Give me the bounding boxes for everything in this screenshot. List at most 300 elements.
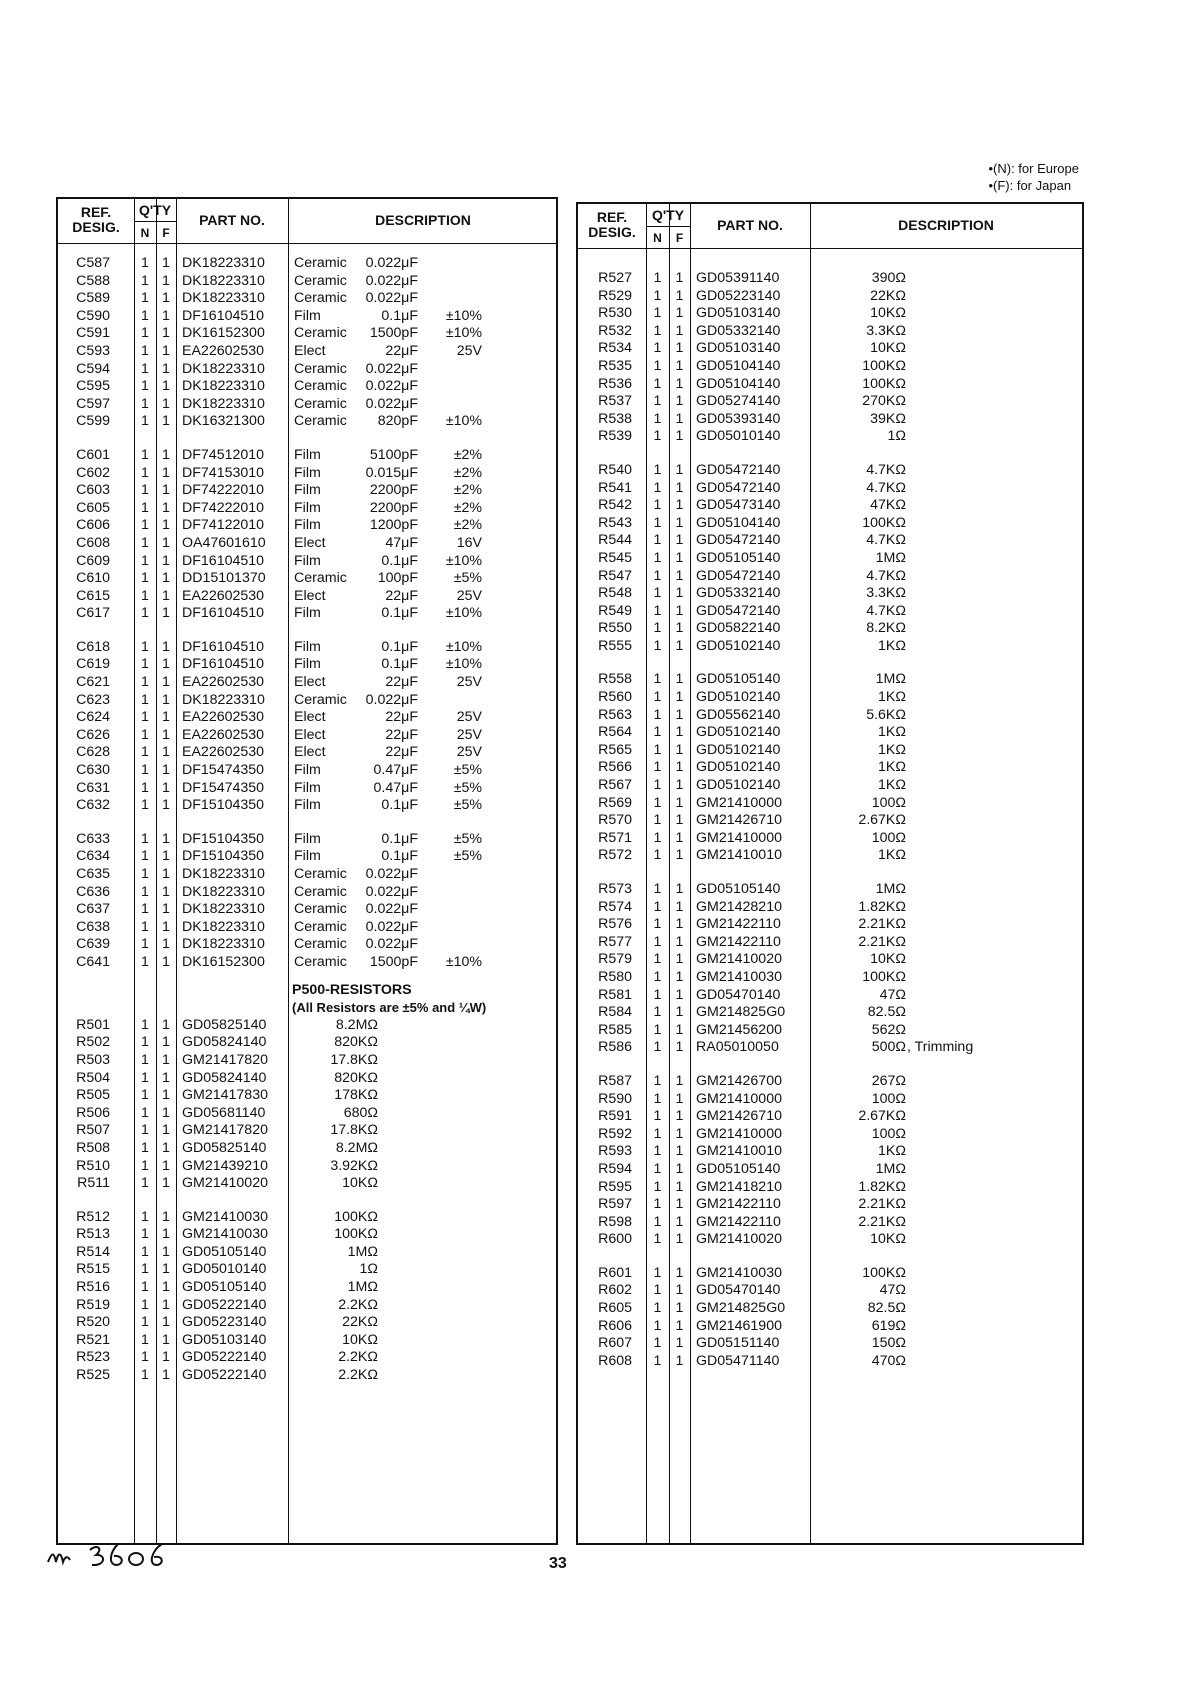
qty-n: 1 xyxy=(141,1034,149,1051)
ref-desig: R511 xyxy=(77,1175,110,1192)
qty-n-header: N xyxy=(140,226,150,240)
qty-n: 1 xyxy=(653,461,662,478)
part-no: DF74153010 xyxy=(182,464,265,481)
table-row xyxy=(578,603,1082,621)
table-row xyxy=(58,954,556,972)
ref-desig: R502 xyxy=(76,1034,110,1051)
ref-desig: R602 xyxy=(598,1282,632,1299)
table-row xyxy=(58,1209,556,1227)
ref-desig: R560 xyxy=(598,689,632,706)
ref-desig: C621 xyxy=(76,674,110,691)
qty-f: 1 xyxy=(675,759,684,776)
resistance-value: 1.82KΩ xyxy=(858,1178,906,1195)
qty-f: 1 xyxy=(162,674,170,691)
component-value: 0.1μF xyxy=(381,656,418,673)
qty-n: 1 xyxy=(653,1143,662,1160)
qty-n: 1 xyxy=(653,497,662,514)
ref-desig: R541 xyxy=(598,479,632,496)
resistance-value: 10KΩ xyxy=(342,1175,378,1192)
table-row xyxy=(578,830,1082,848)
table-row xyxy=(578,881,1082,899)
table-row xyxy=(578,1161,1082,1179)
ref-desig: R501 xyxy=(76,1016,110,1033)
qty-n: 1 xyxy=(141,378,149,395)
resistance-value: 10KΩ xyxy=(870,305,906,322)
tolerance: 25V xyxy=(456,744,482,761)
part-no: GD05102140 xyxy=(696,759,781,776)
table-row xyxy=(58,1349,556,1367)
qty-n: 1 xyxy=(141,1104,149,1121)
qty-f: 1 xyxy=(162,307,170,324)
ref-desig: C594 xyxy=(76,360,110,377)
table-row xyxy=(578,358,1082,376)
qty-n: 1 xyxy=(653,514,662,531)
qty-f: 1 xyxy=(675,270,684,286)
part-no: EA22602530 xyxy=(182,744,265,761)
part-no: DF15104350 xyxy=(182,830,265,847)
qty-f: 1 xyxy=(162,1296,170,1313)
ref-desig: R591 xyxy=(598,1108,632,1125)
qty-n: 1 xyxy=(653,567,662,584)
spacer xyxy=(578,865,1082,881)
qty-n: 1 xyxy=(141,1175,149,1192)
component-type: Ceramic xyxy=(294,936,347,953)
ref-desig: R608 xyxy=(598,1352,632,1369)
qty-f: 1 xyxy=(675,567,684,584)
component-value: 1500pF xyxy=(369,325,418,342)
qty-n: 1 xyxy=(653,881,662,897)
resistance-value: 1KΩ xyxy=(878,1143,906,1160)
qty-f: 1 xyxy=(162,1034,170,1051)
qty-f: 1 xyxy=(162,901,170,918)
ref-desig: R523 xyxy=(76,1349,110,1366)
ref-desig: R506 xyxy=(76,1104,110,1121)
table-row xyxy=(58,744,556,762)
qty-n: 1 xyxy=(653,829,662,846)
ref-desig: C597 xyxy=(76,395,110,412)
tolerance: 25V xyxy=(456,587,482,604)
ref-desig: R580 xyxy=(598,968,632,985)
ref-desig: C626 xyxy=(76,726,110,743)
table-row xyxy=(58,325,556,343)
ref-desig: C623 xyxy=(76,691,110,708)
ref-desig: C608 xyxy=(76,534,110,551)
part-no: DK18223310 xyxy=(182,272,265,289)
part-no: GM21426710 xyxy=(696,1108,782,1125)
ref-desig: R566 xyxy=(598,759,632,776)
resistance-value: 470Ω xyxy=(871,1352,906,1369)
table-row xyxy=(58,1244,556,1262)
spacer xyxy=(58,243,556,255)
component-type: Film xyxy=(294,482,321,499)
component-value: 22μF xyxy=(385,709,418,726)
table-row xyxy=(578,724,1082,742)
part-no: GM21461900 xyxy=(696,1317,782,1334)
table-row xyxy=(578,550,1082,568)
part-no: GM21410030 xyxy=(182,1226,268,1243)
component-value: 0.022μF xyxy=(365,378,418,395)
table-row xyxy=(578,480,1082,498)
qty-f: 1 xyxy=(675,1021,684,1038)
qty-n: 1 xyxy=(653,479,662,496)
table-row xyxy=(578,305,1082,323)
qty-f: 1 xyxy=(675,305,684,322)
resistance-value: 1KΩ xyxy=(878,689,906,706)
part-no: GD05470140 xyxy=(696,1282,781,1299)
ref-desig: R555 xyxy=(598,637,632,654)
qty-n: 1 xyxy=(653,794,662,811)
parts-list-right xyxy=(578,248,1082,1370)
part-no: GM21417820 xyxy=(182,1051,268,1068)
resistance-value: 680Ω xyxy=(343,1104,378,1121)
qty-n: 1 xyxy=(141,1087,149,1104)
qty-n: 1 xyxy=(141,1243,149,1260)
part-no: DF74222010 xyxy=(182,482,265,499)
table-row xyxy=(578,1179,1082,1197)
qty-n: 1 xyxy=(141,272,149,289)
component-value: 0.022μF xyxy=(365,691,418,708)
tolerance: ±5% xyxy=(453,848,482,865)
qty-n: 1 xyxy=(653,1125,662,1142)
qty-n: 1 xyxy=(141,482,149,499)
resistance-value: 4.7KΩ xyxy=(866,602,906,619)
table-row xyxy=(58,605,556,623)
part-no: GM21426710 xyxy=(696,812,782,829)
ref-desig: C632 xyxy=(76,797,110,814)
table-row xyxy=(578,1318,1082,1336)
qty-n: 1 xyxy=(653,270,662,286)
ref-desig: R550 xyxy=(598,620,632,637)
resistance-value: 100KΩ xyxy=(862,375,906,392)
qty-n: 1 xyxy=(653,1335,662,1352)
qty-n: 1 xyxy=(653,1178,662,1195)
qty-f: 1 xyxy=(675,1213,684,1230)
qty-n: 1 xyxy=(653,951,662,968)
tolerance: ±10% xyxy=(445,552,482,569)
part-no: DF16104510 xyxy=(182,307,265,324)
table-row xyxy=(578,1143,1082,1161)
ref-desig: R607 xyxy=(598,1335,632,1352)
table-row xyxy=(578,323,1082,341)
tolerance: ±2% xyxy=(453,446,482,463)
component-type: Ceramic xyxy=(294,691,347,708)
qty-n: 1 xyxy=(653,428,662,445)
component-type: Ceramic xyxy=(294,255,347,271)
part-no: OA47601610 xyxy=(182,534,266,551)
qty-f: 1 xyxy=(675,812,684,829)
qty-f: 1 xyxy=(162,413,170,430)
component-type: Elect xyxy=(294,726,326,743)
table-row xyxy=(578,1126,1082,1144)
resistance-value: 39KΩ xyxy=(870,410,906,427)
qty-f: 1 xyxy=(162,918,170,935)
ref-desig: R606 xyxy=(598,1317,632,1334)
qty-n: 1 xyxy=(141,325,149,342)
table-row xyxy=(58,588,556,606)
qty-f: 1 xyxy=(675,1004,684,1021)
resistor-section-title xyxy=(58,982,556,1000)
qty-f: 1 xyxy=(162,1331,170,1348)
component-value: 22μF xyxy=(385,726,418,743)
qty-n: 1 xyxy=(653,847,662,864)
qty-f: 1 xyxy=(162,1139,170,1156)
resistance-value: 267Ω xyxy=(871,1072,906,1089)
table-row xyxy=(58,1297,556,1315)
ref-desig: C631 xyxy=(76,779,110,796)
qty-n: 1 xyxy=(653,898,662,915)
qty-n: 1 xyxy=(653,602,662,619)
legend-europe: •(N): for Europe xyxy=(988,161,1079,176)
component-value: 0.47μF xyxy=(373,779,418,796)
ref-desig: C630 xyxy=(76,762,110,779)
ref-desig: R515 xyxy=(76,1261,110,1278)
ref-desig: C618 xyxy=(76,638,110,655)
qty-f: 1 xyxy=(675,287,684,304)
qty-f: 1 xyxy=(162,552,170,569)
ref-desig: C601 xyxy=(76,446,110,463)
qty-n: 1 xyxy=(141,1069,149,1086)
resistance-value: 2.21KΩ xyxy=(858,1213,906,1230)
table-row xyxy=(58,797,556,815)
part-no: GM21426700 xyxy=(696,1072,782,1089)
qty-n: 1 xyxy=(141,1331,149,1348)
part-no: GD05472140 xyxy=(696,532,781,549)
qty-f: 1 xyxy=(162,1279,170,1296)
table-row xyxy=(58,656,556,674)
table-row xyxy=(58,727,556,745)
ref-desig: R585 xyxy=(598,1021,632,1038)
qty-f: 1 xyxy=(675,497,684,514)
qty-f: 1 xyxy=(162,866,170,882)
table-row xyxy=(58,848,556,866)
resistance-value: 150Ω xyxy=(871,1335,906,1352)
component-value: 0.1μF xyxy=(381,638,418,655)
qty-n: 1 xyxy=(141,570,149,587)
ref-desig: C633 xyxy=(76,830,110,847)
component-value: 5100pF xyxy=(369,446,418,463)
qty-f: 1 xyxy=(675,1300,684,1317)
qty-f: 1 xyxy=(162,797,170,814)
qty-f: 1 xyxy=(162,1349,170,1366)
table-row xyxy=(58,901,556,919)
qty-f: 1 xyxy=(162,1157,170,1174)
resistance-value: 1Ω xyxy=(887,428,906,445)
table-row xyxy=(58,361,556,379)
part-no: GD05824140 xyxy=(182,1069,267,1086)
resistance-value: 10KΩ xyxy=(870,1231,906,1248)
table-row xyxy=(578,568,1082,586)
part-no: DK18223310 xyxy=(182,395,265,412)
resistance-value: 1KΩ xyxy=(878,759,906,776)
part-no: GM21439210 xyxy=(182,1157,268,1174)
table-row xyxy=(58,1279,556,1297)
table-row xyxy=(58,290,556,308)
qty-n: 1 xyxy=(141,691,149,708)
description-note: , Trimming xyxy=(907,1039,974,1056)
ref-desig: R527 xyxy=(598,270,632,286)
part-no: GD05222140 xyxy=(182,1296,267,1313)
component-type: Ceramic xyxy=(294,901,347,918)
resistance-value: 2.21KΩ xyxy=(858,933,906,950)
qty-f: 1 xyxy=(675,916,684,933)
part-no: GD05105140 xyxy=(182,1279,267,1296)
qty-f: 1 xyxy=(675,933,684,950)
qty-f: 1 xyxy=(675,1072,684,1089)
table-row xyxy=(578,1214,1082,1232)
qty-f: 1 xyxy=(162,1087,170,1104)
component-value: 0.1μF xyxy=(381,830,418,847)
ref-desig: R598 xyxy=(598,1213,632,1230)
resistance-value: 1MΩ xyxy=(347,1243,378,1260)
resistance-value: 1MΩ xyxy=(875,549,906,566)
resistance-value: 5.6KΩ xyxy=(866,706,906,723)
part-no: GM21410010 xyxy=(696,1143,782,1160)
component-type: Film xyxy=(294,605,321,622)
qty-n: 1 xyxy=(141,552,149,569)
qty-n: 1 xyxy=(653,549,662,566)
qty-f: 1 xyxy=(162,830,170,847)
qty-n: 1 xyxy=(141,744,149,761)
component-value: 0.022μF xyxy=(365,272,418,289)
qty-f: 1 xyxy=(162,953,170,970)
ref-desig: C637 xyxy=(76,901,110,918)
part-no: EA22602530 xyxy=(182,587,265,604)
component-value: 0.022μF xyxy=(365,395,418,412)
qty-f: 1 xyxy=(675,1178,684,1195)
ref-desig: R540 xyxy=(598,461,632,478)
qty-n: 1 xyxy=(653,1160,662,1177)
part-no: GD05223140 xyxy=(696,287,781,304)
qty-n: 1 xyxy=(653,393,662,410)
table-row xyxy=(58,1332,556,1350)
table-row xyxy=(58,1140,556,1158)
component-type: Film xyxy=(294,848,321,865)
part-no: DF16104510 xyxy=(182,656,265,673)
qty-f: 1 xyxy=(162,534,170,551)
qty-n-header: N xyxy=(653,231,662,245)
qty-n: 1 xyxy=(141,1349,149,1366)
part-no: GD05472140 xyxy=(696,567,781,584)
component-value: 0.47μF xyxy=(373,762,418,779)
part-no: GD05222140 xyxy=(182,1349,267,1366)
resistance-value: 1MΩ xyxy=(875,671,906,688)
qty-f: 1 xyxy=(162,1243,170,1260)
part-no: DK16321300 xyxy=(182,413,265,430)
table-row xyxy=(578,1300,1082,1318)
qty-n: 1 xyxy=(653,532,662,549)
ref-desig: R505 xyxy=(76,1087,110,1104)
ref-desig: C624 xyxy=(76,709,110,726)
table-row xyxy=(578,671,1082,689)
qty-f-header: F xyxy=(162,226,170,240)
qty-f: 1 xyxy=(162,1069,170,1086)
qty-f: 1 xyxy=(162,709,170,726)
part-no: DK18223310 xyxy=(182,936,265,953)
resistance-value: 4.7KΩ xyxy=(866,567,906,584)
table-row xyxy=(58,553,556,571)
table-row xyxy=(58,709,556,727)
parts-table-left xyxy=(56,197,558,1545)
component-value: 0.015μF xyxy=(365,464,418,481)
component-type: Elect xyxy=(294,744,326,761)
qty-f: 1 xyxy=(162,779,170,796)
component-type: Film xyxy=(294,307,321,324)
part-no: GD05393140 xyxy=(696,410,781,427)
qty-f: 1 xyxy=(675,514,684,531)
resistance-value: 100KΩ xyxy=(334,1226,378,1243)
table-row xyxy=(578,1282,1082,1300)
ref-desig: R565 xyxy=(598,741,632,758)
ref-desig: C609 xyxy=(76,552,110,569)
part-no: GD05102140 xyxy=(696,741,781,758)
table-row xyxy=(578,899,1082,917)
qty-f: 1 xyxy=(675,1039,684,1056)
component-value: 1500pF xyxy=(369,953,418,970)
component-type: Ceramic xyxy=(294,413,347,430)
part-no: EA22602530 xyxy=(182,674,265,691)
part-no: GD05105140 xyxy=(696,881,781,897)
part-no: GM21410030 xyxy=(182,1208,268,1225)
qty-f: 1 xyxy=(162,517,170,534)
component-value: 22μF xyxy=(385,342,418,359)
resistance-value: 2.2KΩ xyxy=(338,1367,378,1384)
qty-n: 1 xyxy=(141,290,149,307)
component-type: Ceramic xyxy=(294,325,347,342)
part-no: GM21417830 xyxy=(182,1087,268,1104)
part-no: DF74512010 xyxy=(182,446,265,463)
part-no: GD05223140 xyxy=(182,1314,267,1331)
ref-desig: R537 xyxy=(598,393,632,410)
component-value: 0.022μF xyxy=(365,936,418,953)
part-no: GM21410000 xyxy=(696,829,782,846)
table-row xyxy=(578,969,1082,987)
table-row xyxy=(58,465,556,483)
ref-desig: C606 xyxy=(76,517,110,534)
component-type: Film xyxy=(294,762,321,779)
qty-f: 1 xyxy=(162,726,170,743)
tolerance: ±10% xyxy=(445,605,482,622)
component-type: Film xyxy=(294,830,321,847)
tolerance: 25V xyxy=(456,342,482,359)
resistance-value: 8.2KΩ xyxy=(866,620,906,637)
table-row xyxy=(578,428,1082,446)
part-no: GD05010140 xyxy=(182,1261,267,1278)
spacer xyxy=(58,1193,556,1209)
qty-n: 1 xyxy=(653,585,662,602)
part-no: GM21422110 xyxy=(696,916,781,933)
resistance-value: 270KΩ xyxy=(862,393,906,410)
qty-n: 1 xyxy=(653,759,662,776)
part-no: DK18223310 xyxy=(182,866,265,882)
ref-desig-header: REF. DESIG. xyxy=(588,209,636,240)
table-row xyxy=(58,674,556,692)
table-row xyxy=(578,515,1082,533)
component-value: 0.022μF xyxy=(365,883,418,900)
component-value: 0.022μF xyxy=(365,290,418,307)
spacer xyxy=(578,655,1082,671)
resistance-value: 10KΩ xyxy=(870,340,906,357)
ref-desig: R538 xyxy=(598,410,632,427)
ref-desig: R600 xyxy=(598,1231,632,1248)
qty-f: 1 xyxy=(162,638,170,655)
qty-f: 1 xyxy=(162,1104,170,1121)
resistance-value: 47KΩ xyxy=(870,497,906,514)
component-type: Film xyxy=(294,552,321,569)
resistance-value: 1KΩ xyxy=(878,777,906,794)
resistance-value: 390Ω xyxy=(871,270,906,286)
ref-desig: R586 xyxy=(598,1039,632,1056)
spacer xyxy=(578,1057,1082,1073)
